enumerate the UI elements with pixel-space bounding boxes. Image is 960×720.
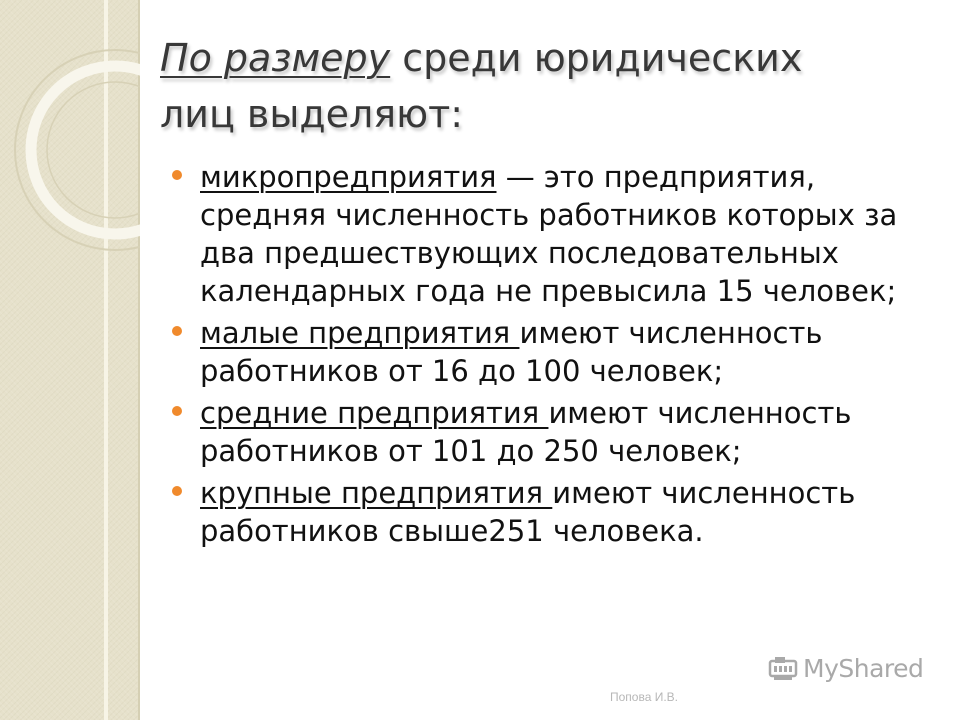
title-rest-part: среди юридических	[390, 36, 803, 80]
bullet-text: имеют численность работников от 16 до 100 человек;	[200, 316, 823, 388]
bullet-term: малые предприятия	[200, 316, 520, 350]
bullet-term: микропредприятия	[200, 160, 497, 194]
bullet-dot-icon	[172, 406, 182, 416]
bullet-dot-icon	[172, 326, 182, 336]
bullet-item-large	[172, 474, 932, 550]
bullet-item-medium	[172, 394, 932, 470]
decorative-circles-icon	[0, 0, 140, 720]
slide-title	[160, 30, 920, 142]
title-second-line: лиц выделяют:	[160, 92, 464, 136]
decorative-side-panel	[0, 0, 140, 720]
watermark-text: MyShared	[803, 654, 924, 683]
myshared-watermark[interactable]	[768, 654, 923, 683]
bullet-text: имеют численность работников от 101 до 250 человек;	[200, 396, 852, 468]
title-underlined-part: По размеру	[160, 36, 391, 80]
bullet-text: — это предприятия, средняя численность работников которых за два предшествующих последовательных календарных года не превысила 15 человек;	[200, 160, 898, 308]
myshared-logo-icon	[768, 656, 798, 682]
bullet-term: средние предприятия	[200, 396, 549, 430]
bullet-text: имеют численность работников свыше251 человека.	[200, 476, 856, 548]
bullet-item-micro	[172, 158, 932, 310]
bullet-dot-icon	[172, 170, 182, 180]
bullet-term: крупные предприятия	[200, 476, 553, 510]
author-footer: Попова И.В.	[610, 690, 679, 704]
bullet-item-small	[172, 314, 932, 390]
bullet-dot-icon	[172, 486, 182, 496]
bullet-list	[172, 158, 932, 554]
